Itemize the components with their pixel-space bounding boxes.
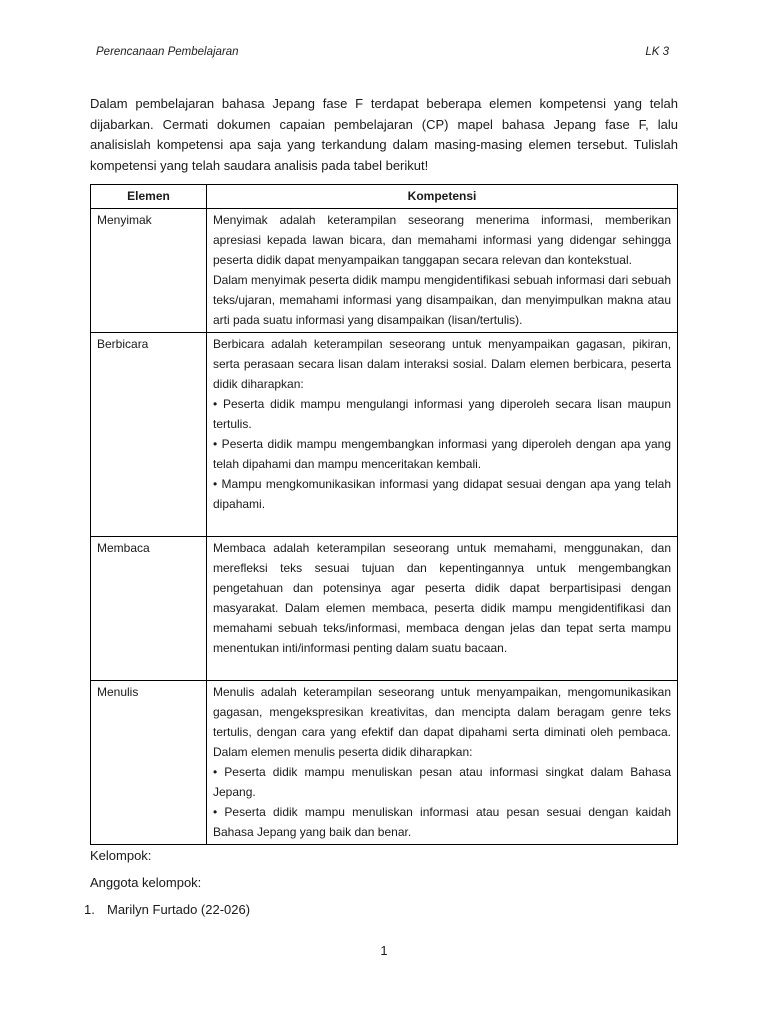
- intro-paragraph: Dalam pembelajaran bahasa Jepang fase F terdapat beberapa elemen kompetensi yang telah dijabarkan. Cermati dokumen capaian pembelajaran (CP) mapel bahasa Jepang fase F, lalu analisislah kompetensi apa saja yang terkandung dalam masing-masing elemen tersebut. Tulislah kompetensi yang telah saudara analisis pada tabel berikut!: [90, 96, 678, 173]
- group-info: [90, 846, 201, 900]
- header-title: Perencanaan Pembelajaran: [96, 46, 239, 58]
- member-number: 1.: [84, 902, 95, 917]
- kompetensi-cell: [207, 333, 678, 537]
- column-header-kompetensi: Kompetensi: [207, 185, 678, 209]
- kompetensi-paragraph: Dalam menyimak peserta didik mampu mengidentifikasi sebuah informasi dari sebuah teks/ujaran, memahami informasi yang disampaikan, dan menyimpulkan makna atau arti pada suatu informasi yang disampaikan (lisan/tertulis).: [213, 273, 671, 327]
- table-header-row: [91, 185, 678, 209]
- kompetensi-paragraph: Menulis adalah keterampilan seseorang untuk menyampaikan, mengomunikasikan gagasan, mengekspresikan kreativitas, dan mencipta dalam beragam genre teks tertulis, dengan cara yang efektif dan dapat dipahami serta diminati oleh pembaca. Dalam elemen menulis peserta didik diharapkan:: [213, 685, 671, 759]
- competency-table: [90, 184, 678, 845]
- kompetensi-bullet: • Peserta didik mampu mengembangkan informasi yang diperoleh dengan apa yang telah dipahami dan mampu menceritakan kembali.: [213, 437, 671, 471]
- kompetensi-bullet: • Mampu mengkomunikasikan informasi yang didapat sesuai dengan apa yang telah dipahami.: [213, 477, 671, 511]
- page-number: 1: [380, 943, 388, 958]
- table-row: [91, 537, 678, 681]
- elemen-cell: Menyimak: [91, 209, 207, 333]
- table-row: [91, 333, 678, 537]
- member-name: Marilyn Furtado (22-026): [107, 902, 251, 917]
- kompetensi-cell: [207, 209, 678, 333]
- elemen-cell: Berbicara: [91, 333, 207, 537]
- elemen-cell: Menulis: [91, 681, 207, 845]
- elemen-cell: Membaca: [91, 537, 207, 681]
- kompetensi-paragraph: Menyimak adalah keterampilan seseorang menerima informasi, memberikan apresiasi kepada lawan bicara, dan memahami informasi yang didengar sehingga peserta didik dapat menyampaikan tanggapan secara relevan dan kontekstual.: [213, 213, 671, 267]
- kompetensi-bullet: • Peserta didik mampu menuliskan informasi atau pesan sesuai dengan kaidah Bahasa Jepang yang baik dan benar.: [213, 805, 671, 839]
- column-header-elemen: Elemen: [91, 185, 207, 209]
- kompetensi-cell: [207, 681, 678, 845]
- kompetensi-paragraph: Membaca adalah keterampilan seseorang untuk memahami, menggunakan, dan merefleksi teks sesuai tujuan dan kepentingannya untuk mengembangkan pengetahuan dan potensinya agar peserta didik dapat berpartisipasi dengan masyarakat. Dalam elemen membaca, peserta didik mampu mengidentifikasi dan memahami sebuah teks/informasi, membaca dengan jelas dan tepat serta mampu menentukan inti/informasi penting dalam suatu bacaan.: [213, 541, 671, 655]
- kompetensi-paragraph: Berbicara adalah keterampilan seseorang untuk menyampaikan gagasan, pikiran, serta perasaan secara lisan dalam interaksi sosial. Dalam elemen berbicara, peserta didik diharapkan:: [213, 337, 671, 391]
- kompetensi-bullet: • Peserta didik mampu mengulangi informasi yang diperoleh secara lisan maupun tertulis.: [213, 397, 671, 431]
- kompetensi-bullet: • Peserta didik mampu menuliskan pesan atau informasi singkat dalam Bahasa Jepang.: [213, 765, 671, 799]
- table-row: [91, 681, 678, 845]
- table-row: [91, 209, 678, 333]
- anggota-label: Anggota kelompok:: [90, 875, 202, 890]
- list-item: [84, 900, 250, 920]
- page-header: [96, 46, 669, 58]
- header-code: LK 3: [645, 46, 669, 58]
- member-list: [84, 900, 250, 920]
- kelompok-label: Kelompok:: [90, 848, 152, 863]
- kompetensi-cell: [207, 537, 678, 681]
